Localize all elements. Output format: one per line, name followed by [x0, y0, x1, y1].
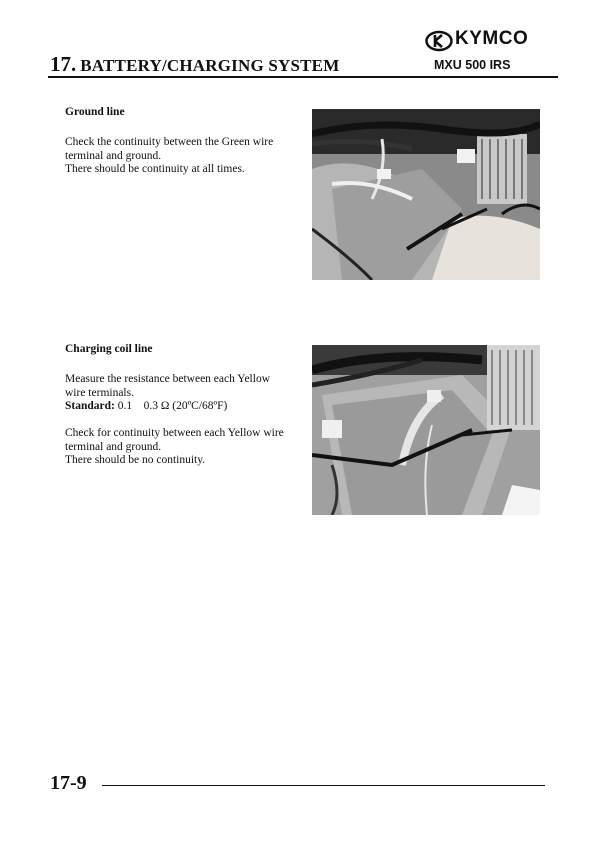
page-number: 17-9 [50, 772, 87, 794]
standard-value: 0.1 0.3 Ω (20ºC/68ºF) [114, 400, 228, 412]
standard-label: Standard: [65, 400, 115, 412]
page-header [0, 0, 595, 80]
charging-coil-paragraph: Check for continuity between each Yellow wire terminal and ground. [65, 427, 284, 453]
section-title-charging-coil-line: Charging coil line [65, 343, 153, 355]
charging-coil-paragraph: Measure the resistance between each Yellow wire terminals. [65, 373, 271, 399]
kymco-logo-icon [425, 30, 453, 52]
model-name: MXU 500 IRS [434, 58, 511, 72]
brand-name: KYMCO [455, 28, 529, 49]
footer-divider [102, 785, 545, 786]
section-title-ground-line: Ground line [65, 106, 125, 118]
kymco-logo [425, 30, 550, 52]
charging-coil-test-photo [312, 345, 540, 515]
chapter-heading [50, 52, 339, 77]
charging-coil-instructions [65, 373, 290, 468]
chapter-number: 17. [50, 52, 77, 76]
ground-line-test-photo [312, 109, 540, 280]
ground-line-instructions [65, 136, 290, 177]
ground-line-paragraph: Check the continuity between the Green wire terminal and ground. [65, 136, 274, 162]
charging-coil-paragraph: There should be no continuity. [65, 454, 206, 466]
paragraph-spacer [65, 414, 290, 428]
header-divider [48, 76, 558, 78]
resistance-standard [65, 400, 290, 414]
chapter-title: BATTERY/CHARGING SYSTEM [80, 56, 340, 75]
ground-line-paragraph: There should be continuity at all times. [65, 163, 245, 175]
